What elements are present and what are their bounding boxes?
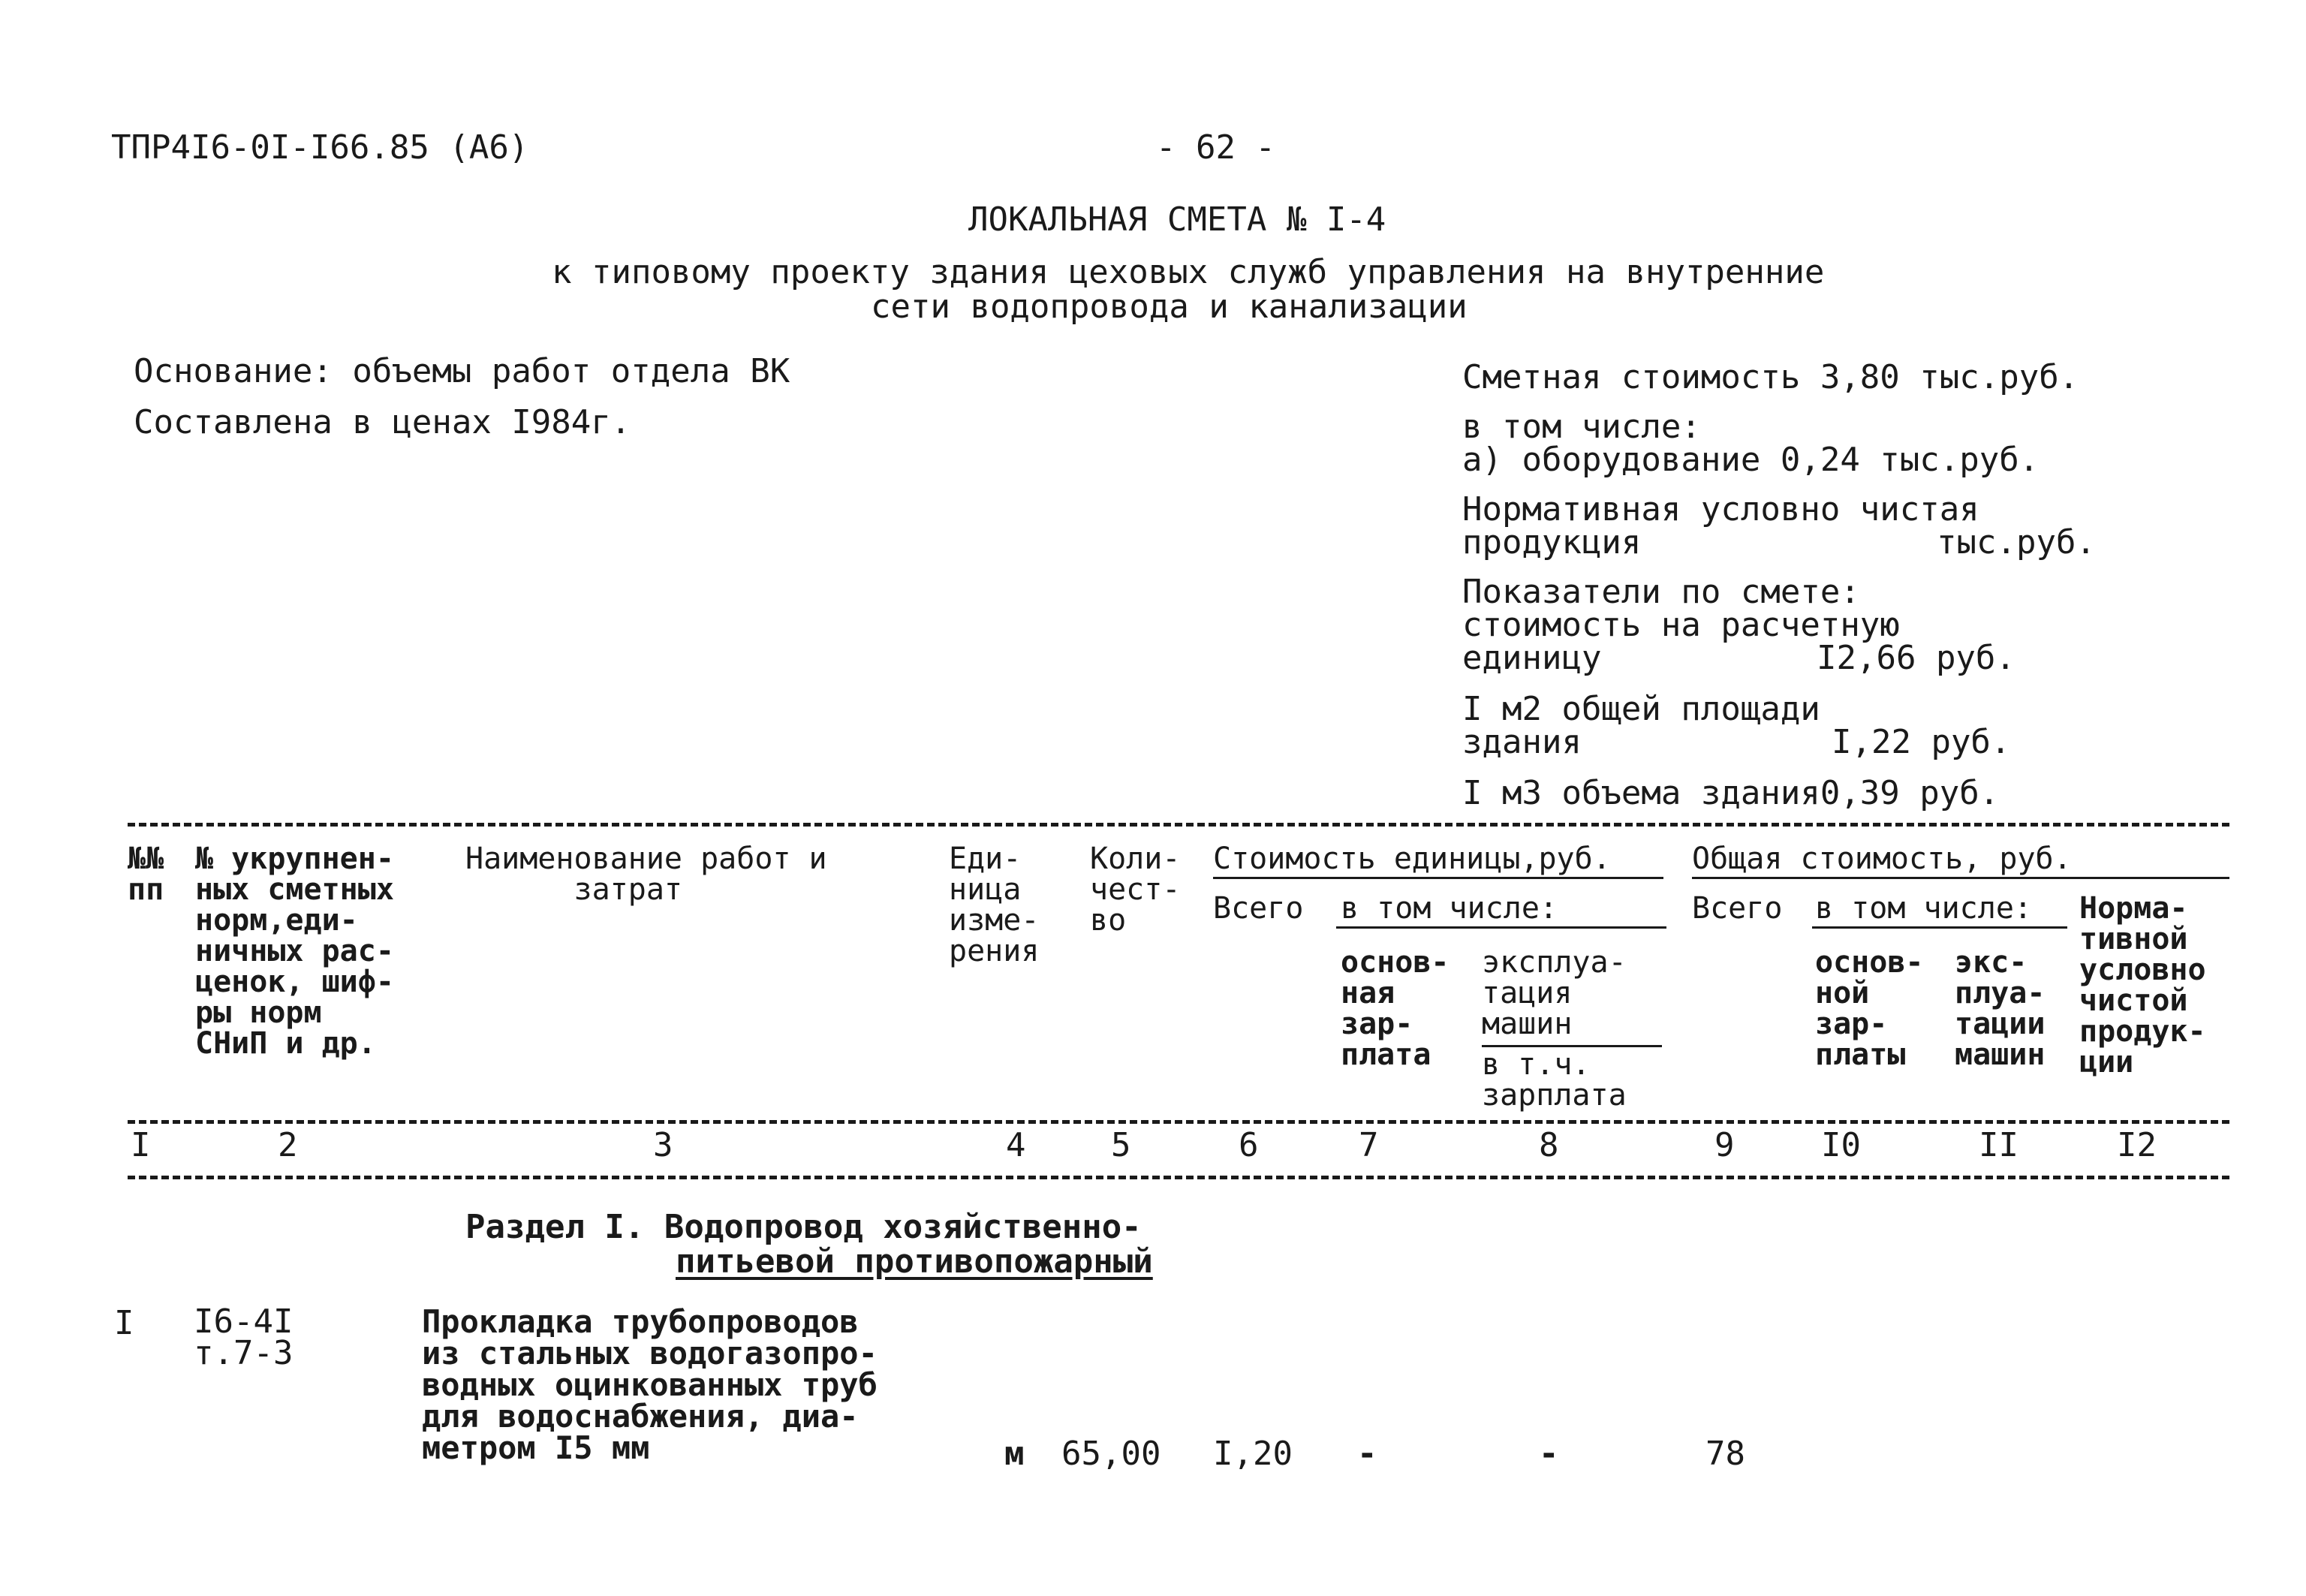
col-number: I xyxy=(131,1126,151,1164)
col-number: 8 xyxy=(1539,1126,1559,1164)
col-number: 2 xyxy=(278,1126,298,1164)
col-header-total-machine: экс- плуа- тации машин xyxy=(1955,945,2046,1072)
col-header-unit-machine: эксплуа- тация xyxy=(1482,945,1627,1010)
col-header-unit-total: Всего xyxy=(1213,891,1304,926)
row-unit: м xyxy=(1004,1435,1025,1473)
row-norm-code: I6-4I т.7-3 xyxy=(194,1302,294,1372)
area-cost-label-2: здания xyxy=(1462,723,1582,761)
table-top-rule xyxy=(128,823,2229,827)
col-number: 6 xyxy=(1239,1126,1259,1164)
price-level: Составлена в ценах I984г. xyxy=(134,403,631,441)
col-number: 5 xyxy=(1111,1126,1131,1164)
col-header-total-wage: основ- ной зар- платы xyxy=(1815,945,1924,1072)
unit-cost-value: I2,66 руб. xyxy=(1817,639,2015,677)
col-header-no: №№ пп xyxy=(128,842,164,907)
col-header-unit-wage: основ- ная зар- плата xyxy=(1341,945,1450,1072)
col-number: 7 xyxy=(1359,1126,1379,1164)
column-numbers-row xyxy=(128,1126,2229,1179)
col-number: I2 xyxy=(2117,1126,2157,1164)
col-header-norm-code: № укрупнен- ных сметных норм,еди- ничных рас- ценок, шиф- ры норм СНиП и др. xyxy=(195,842,394,1061)
document-subtitle-line1: к типовому проекту здания цеховых служб управления на внутренние xyxy=(552,253,1825,291)
col-header-total: Всего xyxy=(1692,891,1783,926)
doc-code: ТПР4I6-0I-I66.85 (А6) xyxy=(111,128,529,167)
document-title: ЛОКАЛЬНАЯ СМЕТА № I-4 xyxy=(968,200,1386,239)
col-number: 4 xyxy=(1006,1126,1026,1164)
col-group-unit-cost: Стоимость единицы,руб. xyxy=(1213,842,1611,876)
col-group-total-cost: Общая стоимость, руб. xyxy=(1692,842,2072,876)
col-header-total-including: в том числе: xyxy=(1815,891,2032,926)
total-cost-group-underline xyxy=(1692,877,2229,879)
normative-product-unit: тыс.руб. xyxy=(1937,523,2096,562)
row-unit-cost-wage: - xyxy=(1357,1435,1377,1473)
document-subtitle-line2: сети водопровода и канализации xyxy=(871,288,1468,326)
section-title-line2: питьевой противопожарный xyxy=(676,1242,1153,1281)
row-total-cost: 78 xyxy=(1705,1435,1745,1473)
col-header-unit: Еди- ница изме- рения xyxy=(949,842,1040,968)
row-number: I xyxy=(114,1304,134,1342)
volume-cost: I м3 объема здания0,39 руб. xyxy=(1462,774,2000,812)
total-incl-underline xyxy=(1812,926,2067,929)
unit-incl-underline xyxy=(1336,926,1666,929)
col-number: 9 xyxy=(1714,1126,1735,1164)
col-header-normative-product: Норма- тивной условно чистой продук- ции xyxy=(2079,891,2206,1080)
including-label: в том числе: xyxy=(1462,408,1701,446)
row-unit-cost-machine: - xyxy=(1539,1435,1559,1473)
area-cost-label: I м2 общей площади xyxy=(1462,690,1820,728)
col-number: 3 xyxy=(653,1126,673,1164)
row-work-name: Прокладка трубопроводов из стальных водогазопро- водных оцинкованных труб для водоснабжения, диа- метром I5 мм xyxy=(422,1303,878,1466)
area-cost-value: I,22 руб. xyxy=(1832,723,2011,761)
unit-cost-label-2: единицу xyxy=(1462,639,1602,677)
col-header-unit-including: в том числе: xyxy=(1341,891,1558,926)
col-header-quantity: Коли- чест- во xyxy=(1090,842,1181,938)
unit-cost-label: стоимость на расчетную xyxy=(1462,606,1900,644)
row-unit-cost-total: I,20 xyxy=(1213,1435,1293,1473)
section-title-line1: Раздел I. Водопровод хозяйственно- xyxy=(465,1208,1142,1246)
unit-cost-group-underline xyxy=(1213,877,1663,879)
normative-product-label: Нормативная условно чистая xyxy=(1462,490,1979,528)
page-number: - 62 - xyxy=(1156,128,1275,167)
col-header-unit-machine-2: машин xyxy=(1482,1007,1573,1041)
indicators-label: Показатели по смете: xyxy=(1462,573,1860,611)
col-header-work-name: Наименование работ и затрат xyxy=(465,842,827,907)
equipment-cost: а) оборудование 0,24 тыс.руб. xyxy=(1462,441,2040,479)
col-header-unit-machine-wage: в т.ч. зарплата xyxy=(1482,1047,1627,1113)
normative-product-label-2: продукция xyxy=(1462,523,1642,562)
col-number: I0 xyxy=(1821,1126,1861,1164)
estimate-basis: Основание: объемы работ отдела ВК xyxy=(134,352,790,390)
col-number: II xyxy=(1979,1126,2019,1164)
estimated-cost: Сметная стоимость 3,80 тыс.руб. xyxy=(1462,358,2079,396)
row-quantity: 65,00 xyxy=(1061,1435,1161,1473)
table-header-bottom-rule xyxy=(128,1120,2229,1124)
